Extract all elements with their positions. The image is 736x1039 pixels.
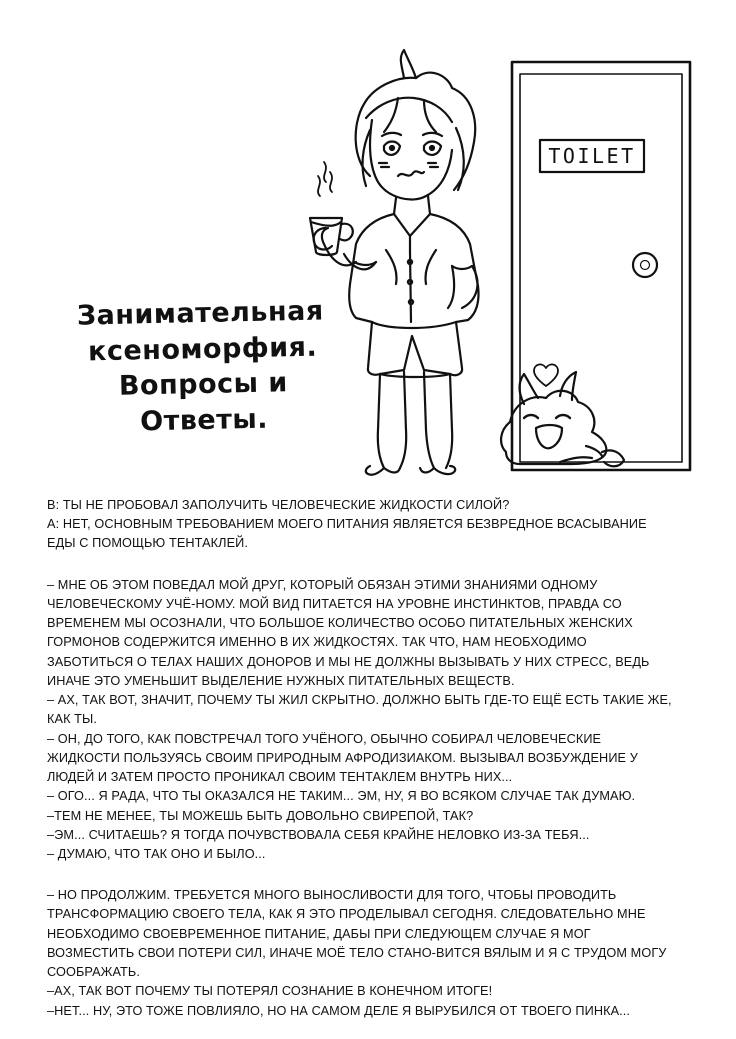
dialogue-line: – АХ, ТАК ВОТ, ЗНАЧИТ, ПОЧЕМУ ТЫ ЖИЛ СКРЫТНО. ДОЛЖНО БЫТЬ ГДЕ-ТО ЕЩЁ ЕСТЬ ТАКИЕ ЖЕ, КАК ТЫ. [47, 692, 672, 727]
dialogue-block-2 [47, 885, 692, 1020]
dialogue-line: –ТЕМ НЕ МЕНЕЕ, ТЫ МОЖЕШЬ БЫТЬ ДОВОЛЬНО СВИРЕПОЙ, ТАК? [47, 807, 474, 823]
page-text [47, 495, 692, 1020]
dialogue-line: –НЕТ... НУ, ЭТО ТОЖЕ ПОВЛИЯЛО, НО НА САМОМ ДЕЛЕ Я ВЫРУБИЛСЯ ОТ ТВОЕГО ПИНКА... [47, 1002, 631, 1018]
door-sign-label: TOILET [548, 144, 636, 168]
qa-line-answer: А: НЕТ, ОСНОВНЫМ ТРЕБОВАНИЕМ МОЕГО ПИТАНИЯ ЯВЛЯЕТСЯ БЕЗВРЕДНОЕ ВСАСЫВАНИЕ ЕДЫ С ПОМОЩЬЮ ТЕНТАКЛЕЙ. [47, 516, 647, 551]
dialogue-block-1 [47, 575, 692, 864]
title-line-4: Ответы. [139, 403, 269, 438]
title-line-1: Занимательная [76, 295, 324, 332]
dialogue-line: –ЭМ... СЧИТАЕШЬ? Я ТОГДА ПОЧУВСТВОВАЛА СЕБЯ КРАЙНЕ НЕЛОВКО ИЗ-ЗА ТЕБЯ... [47, 826, 590, 842]
qa-block [47, 495, 692, 553]
mug [310, 218, 353, 255]
dialogue-line: – ОН, ДО ТОГО, КАК ПОВСТРЕЧАЛ ТОГО УЧЁНОГО, ОБЫЧНО СОБИРАЛ ЧЕЛОВЕЧЕСКИЕ ЖИДКОСТИ ПОЛЬЗУЯСЬ СВОИМ ПРИРОДНЫМ АФРОДИЗИАКОМ. ВЫЗЫВАЛ ВОЗБУЖДЕНИЕ У ЛЮДЕЙ И ЗАТЕМ ПРОСТО ПРОНИКАЛ СВОИМ ТЕНТАКЛЕМ ВНУТРЬ НИХ... [47, 730, 638, 785]
dialogue-line: –АХ, ТАК ВОТ ПОЧЕМУ ТЫ ПОТЕРЯЛ СОЗНАНИЕ В КОНЕЧНОМ ИТОГЕ! [47, 983, 493, 999]
qa-line-question: В: ТЫ НЕ ПРОБОВАЛ ЗАПОЛУЧИТЬ ЧЕЛОВЕЧЕСКИЕ ЖИДКОСТИ СИЛОЙ? [47, 497, 510, 512]
title-line-3: Вопросы и [118, 367, 289, 403]
paragraph-spacer [47, 863, 692, 885]
dialogue-line: – ДУМАЮ, ЧТО ТАК ОНО И БЫЛО... [47, 845, 266, 861]
dialogue-line: – МНЕ ОБ ЭТОМ ПОВЕДАЛ МОЙ ДРУГ, КОТОРЫЙ ОБЯЗАН ЭТИМИ ЗНАНИЯМИ ОДНОМУ ЧЕЛОВЕЧЕСКОМУ УЧЁ-НОМУ. МОЙ ВИД ПИТАЕТСЯ НА УРОВНЕ ИНСТИНКТОВ, ПРАВДА СО ВРЕМЕНЕМ МЫ ОСОЗНАЛИ, ЧТО БОЛЬШОЕ КОЛИЧЕСТВО ОСОБО ПИТАТЕЛЬНЫХ ЖЕНСКИХ ГОРМОНОВ СОДЕРЖИТСЯ ИМЕННО В ИХ ЖИДКОСТЯХ. ТАК ЧТО, НАМ НЕОБХОДИМО ЗАБОТИТЬСЯ О ТЕЛАХ НАШИХ ДОНОРОВ И МЫ НЕ ДОЛЖНЫ ВЫЗЫВАТЬ У НИХ СТРЕСС, ВЕДЬ ИНАЧЕ ЭТО УМЕНЬШИТ ВЫДЕЛЕНИЕ НУЖНЫХ ПИТАТЕЛЬНЫХ ВЕЩЕСТВ. [47, 576, 650, 688]
girl-character [310, 50, 479, 475]
paragraph-spacer [47, 553, 692, 575]
toilet-door [512, 62, 690, 470]
dialogue-line: – НО ПРОДОЛЖИМ. ТРЕБУЕТСЯ МНОГО ВЫНОСЛИВОСТИ ДЛЯ ТОГО, ЧТОБЫ ПРОВОДИТЬ ТРАНСФОРМАЦИЮ СВОЕГО ТЕЛА, КАК Я ЭТО ПРОДЕЛЫВАЛ СЕГОДНЯ. СЛЕДОВАТЕЛЬНО МНЕ НЕОБХОДИМО СВОЕВРЕМЕННОЕ ПИТАНИЕ, ДАБЫ ПРИ СЛЕДУЮЩЕМ СЛУЧАЕ Я МОГ ВОЗМЕСТИТЬ СВОИ ПОТЕРИ СИЛ, ИНАЧЕ МОЁ ТЕЛО СТАНО-ВИТСЯ ВЯЛЫМ И Я С ТРУДОМ МОГУ СООБРАЖАТЬ. [47, 887, 667, 980]
dialogue-line: – ОГО... Я РАДА, ЧТО ТЫ ОКАЗАЛСЯ НЕ ТАКИМ... ЭМ, НУ, Я ВО ВСЯКОМ СЛУЧАЕ ТАК ДУМАЮ. [47, 788, 636, 804]
title-line-2: ксеноморфия. [87, 331, 318, 368]
page-title [77, 293, 330, 441]
